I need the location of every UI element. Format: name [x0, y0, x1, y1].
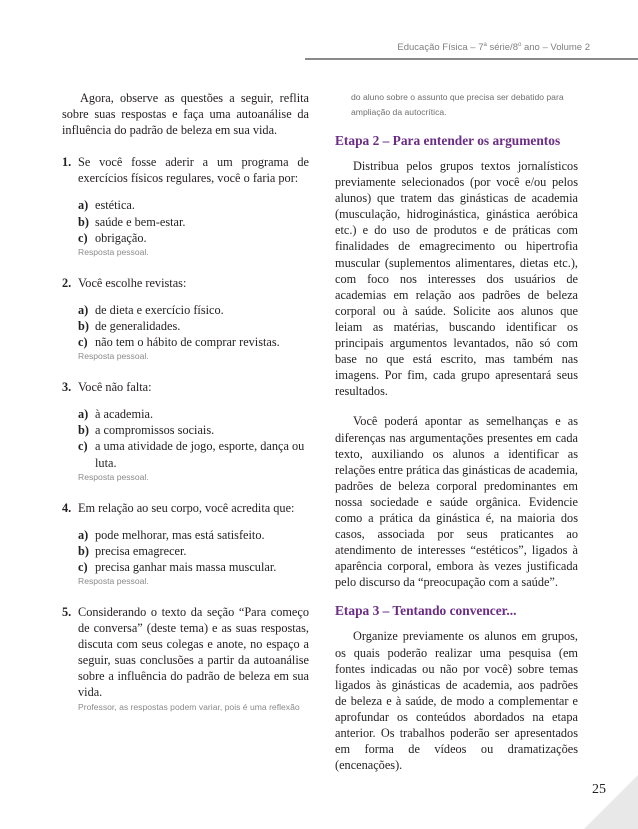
- question-number: 5.: [62, 604, 72, 619]
- options-list: [62, 406, 309, 470]
- option-item: [78, 214, 309, 230]
- option-letter: b): [78, 318, 89, 333]
- option-letter: c): [78, 439, 88, 454]
- option-letter: b): [78, 543, 89, 558]
- question-text: Você não falta:: [78, 380, 152, 395]
- option-item: [78, 302, 309, 318]
- option-item: [78, 230, 309, 246]
- etapa-3-paragraph-1: Organize previamente os alunos em grupos, os quais poderão realizar uma pesquisa (em fontes indicadas ou não por você) sobre temas ligados às ginásticas de academia, aos padrões de beleza e à saúde, de modo a complementar e aprofundar os conteúdos abordados na etapa anterior. Os trabalhos poderão ser apresentados em forma de vídeos ou dramatizações (encenações).: [335, 629, 578, 773]
- teacher-note-continuation: do aluno sobre o assunto que precisa ser debatido para ampliação da autocrítica.: [351, 92, 564, 117]
- answer-note: Resposta pessoal.: [78, 471, 149, 482]
- intro-paragraph: Agora, observe as questões a seguir, reflita sobre suas respostas e faça uma autoanálise da influência do padrão de beleza em sua vida.: [62, 91, 309, 138]
- option-text: de dieta e exercício físico.: [95, 302, 224, 317]
- option-item: [78, 406, 309, 422]
- answer-note: Resposta pessoal.: [78, 246, 149, 257]
- option-letter: a): [78, 302, 89, 317]
- options-list: [62, 527, 309, 575]
- option-text: a compromissos sociais.: [95, 423, 215, 438]
- question-text: Você escolhe revistas:: [78, 275, 187, 290]
- option-item: [78, 334, 309, 350]
- question-3: [62, 379, 309, 483]
- question-4: [62, 500, 309, 588]
- header-rule: [305, 58, 638, 60]
- question-number: 4.: [62, 500, 72, 515]
- option-letter: a): [78, 407, 89, 422]
- option-text: obrigação.: [95, 230, 147, 245]
- option-item: [78, 543, 309, 559]
- page-corner-decoration: [584, 775, 638, 829]
- right-column: [335, 90, 578, 773]
- etapa-2-paragraph-1: Distribua pelos grupos textos jornalísticos previamente selecionados (por você e/ou pelos alunos) que tratem das ginásticas de academia (musculação, hidroginástica, ginástica aeróbica etc.) e do uso de produtos e de práticas com finalidades de emagrecimento ou hipertrofia muscular (suplementos alimentares, dietas etc.), com foco nos interesses dos usuários de academias em relação aos padrões de beleza corporal ou à saúde. Solicite aos alunos que leiam as matérias, buscando identificar os principais argumentos levantados, não só com base no que está escrito, mas também nas imagens. Por fim, cada grupo apresentará seus resultados.: [335, 159, 578, 399]
- etapa-2-paragraph-2: Você poderá apontar as semelhanças e as diferenças nas argumentações presentes em cada texto, auxiliando os alunos a identificar as relações entre prática das ginásticas de academia, padrões de beleza corporal predominantes em nossa sociedade e saúde orgânica. Evidencie como a prática da ginástica é, na maioria dos casos, associada por seus praticantes ao atendimento de interesses “estéticos”, ligados à aparência corporal, embora às vezes justificada pelo discurso da “preocupação com a saúde”.: [335, 414, 578, 590]
- question-text: Considerando o texto da seção “Para começo de conversa” (deste tema) e as suas respostas, discuta com seus colegas e anote, no espaço a seguir, suas conclusões a partir da autoanálise sobre a influência do padrão de beleza em sua vida.: [78, 604, 309, 700]
- option-item: [78, 559, 309, 575]
- question-number: 2.: [62, 275, 72, 290]
- option-letter: c): [78, 230, 88, 245]
- option-letter: b): [78, 214, 89, 229]
- option-text: pode melhorar, mas está satisfeito.: [95, 527, 265, 542]
- etapa-2-title: Etapa 2 – Para entender os argumentos: [335, 133, 561, 148]
- answer-note: Professor, as respostas podem variar, pois é uma reflexão: [78, 701, 300, 712]
- option-item: [78, 422, 309, 438]
- options-list: [62, 302, 309, 350]
- option-text: a uma atividade de jogo, esporte, dança ou luta.: [95, 439, 305, 470]
- answer-note: Resposta pessoal.: [78, 575, 149, 586]
- question-1: [62, 154, 309, 258]
- page-number: 25: [592, 782, 606, 797]
- option-text: não tem o hábito de comprar revistas.: [95, 335, 280, 350]
- question-number: 3.: [62, 380, 72, 395]
- options-list: [62, 197, 309, 245]
- question-text: Em relação ao seu corpo, você acredita que:: [78, 500, 295, 515]
- option-letter: a): [78, 527, 89, 542]
- question-5: [62, 604, 309, 714]
- option-item: [78, 197, 309, 213]
- option-letter: c): [78, 559, 88, 574]
- option-text: saúde e bem-estar.: [95, 214, 186, 229]
- question-text: Se você fosse aderir a um programa de exercícios físicos regulares, você o faria por:: [78, 155, 309, 186]
- option-text: à academia.: [95, 407, 154, 422]
- option-text: de generalidades.: [95, 318, 181, 333]
- answer-note: Resposta pessoal.: [78, 351, 149, 362]
- question-number: 1.: [62, 155, 72, 170]
- option-item: [78, 318, 309, 334]
- question-2: [62, 275, 309, 363]
- option-letter: c): [78, 335, 88, 350]
- option-text: estética.: [95, 198, 135, 213]
- option-item: [78, 527, 309, 543]
- running-header: Educação Física – 7$^a$ série/8$^o$ ano – Volume 2: [397, 42, 590, 54]
- option-letter: a): [78, 198, 89, 213]
- option-letter: b): [78, 423, 89, 438]
- etapa-3-title: Etapa 3 – Tentando convencer...: [335, 603, 517, 619]
- option-text: precisa ganhar mais massa muscular.: [95, 559, 277, 574]
- option-item: [78, 438, 309, 470]
- option-text: precisa emagrecer.: [95, 543, 187, 558]
- left-column: [62, 90, 309, 714]
